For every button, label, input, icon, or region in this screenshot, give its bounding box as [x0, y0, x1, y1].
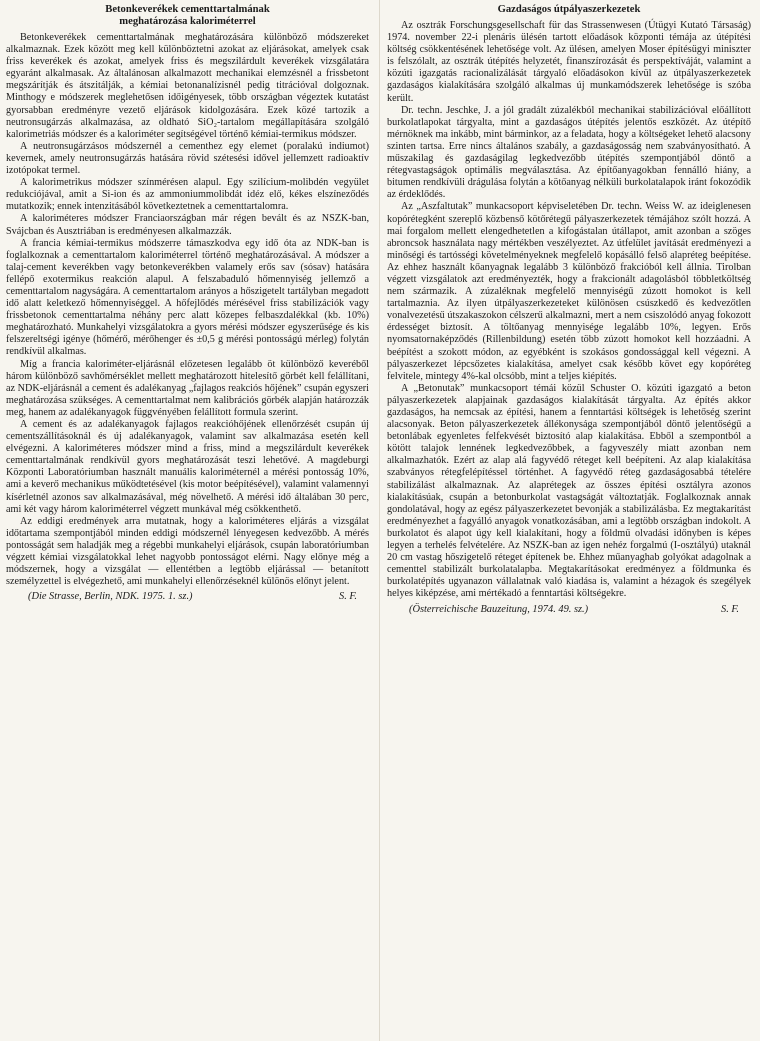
paragraph: A neutronsugárzásos módszernél a cementhez egy elemet (poralakú indiumot) kevernek, amely neutronsugárzás hatására rövid szétesési idővel jellemzett radioaktív izotópokat termel.	[6, 140, 369, 177]
paragraph: Dr. techn. Jeschke, J. a jól gradált zúzalékból mechanikai stabilizációval előállított burkolatlapokat tárgyalta, mint a gazdaságos útépítés jelentős eszközét. Az útépítő mérnöknek ma inkább, mint bárminkor, az a feladata, hogy a költségeket lehető alacsony szinten tartsa. Erre nincs általános szabály, a gazdaságosság nem szabványosítható. A műszakilag és gazdaságilag legkedvezőbb útépítés szempontjából döntő a rétegvastagságok optimális megválasztása. Az építőanyagokban fennálló hiány, a bitumen rendkívüli drágulása folytán a kötőanyag nélküli burkolatalapok iránt fokozódik az érdeklődés.	[387, 104, 751, 201]
source-citation: (Österreichische Bauzeitung, 1974. 49. sz.)	[409, 603, 589, 615]
column-divider	[379, 0, 380, 1041]
article-footer	[6, 591, 369, 603]
article-cement-content	[6, 4, 378, 1041]
article-footer	[387, 604, 751, 616]
paragraph: A cement és az adalékanyagok fajlagos reakcióhőjének ellenőrzését csupán új cementszállításoknál és új adalékanyagok, valamint sav alkalmazása esetén kell elvégezni. A kaloriméteres módszer mind a friss, mind a megszilárdult keverékek cementtartalmának rendkívül gyors meghatározását teszi lehetővé. A magdeburgi Központi Laboratóriumban használt manuális kaloriméternél a mérési pontosság 10%, ami a keverő mechanikus működtetésével (kis motor beépítésével), valamint valamennyi kísérletnél azonos sav alkalmazásával, még növelhető. A mérési idő általában 30 perc, ami két vagy három kaloriméterrel végzett munkával még csökkenthető.	[6, 419, 369, 515]
paragraph: A francia kémiai-termikus módszerre támaszkodva egy idő óta az NDK-ban is foglalkoznak a cementtartalom kaloriméterrel történő meghatározásával. A módszer a talaj-cement keverékben vagy betonkeverékben valamely erős sav (sósav) hatására fellépő exotermikus reakción alapul. A felszabaduló hőmennyiség jellemző a cementtartalom nagyságára. A cementtartalom arányos a hőszigetelt tartályban megadott idő alatt keletkező hőmennyiséggel. A hőfejlődés mérésével friss stabilizációk vagy frissbetonok cementtartalma néhány perc alatt közepes felbaszdalékkal (kb. 10%) meghatározható. Munkahelyi vizsgálatokra a gyors mérési módszer egyszerűsége és kis felszereltségi igénye (hőmérő, mérőhenger és ±0,5 g mérési pontosságú mérleg) folytán rendkívül alkalmas.	[6, 237, 369, 358]
source-citation: (Die Strasse, Berlin, NDK. 1975. 1. sz.)	[28, 591, 193, 603]
author-signature: S. F.	[339, 591, 357, 603]
article-road-structures	[378, 4, 751, 1041]
author-signature: S. F.	[721, 603, 739, 615]
paragraph: A kaloriméteres módszer Franciaországban már régen bevált és az NSZK-ban, Svájcban és Ausztriában is eredményesen alkalmazzák.	[6, 213, 369, 237]
paragraph: Az „Aszfaltutak” munkacsoport képviseletében Dr. techn. Weiss W. az ideiglenesen kopórétegként szereplő közbenső kötőrétegű pályaszerkezetek témájához szólt hozzá. A mai forgalom mellett elengedhetetlen a kifogástalan útállapot, amit azonban a szöges abroncsok használata nagy mértékben veszélyeztet. Az útfelület javítását eredményezi a minőségi és tartósségi követelményeknek megfelelő kopásálló felső alapréteg beépítése. Az ehhez használt kőanyagnak legalább 3 különböző frakcióból kell állnia. Tirolban végzett vizsgálatok azt eredményezték, hogy a frakcionált adagolásból többletköltség nem származik. A zúzaléknak megfelelő mennyiségű zúzott homokot is kell tartalmaznia. Az ilyen útpályaszerkezeteket különösen csúszkedő és kedvezőtlen vonalvezetésű útszakaszokon célszerű alkalmazni, mert a nem csiszolódó anyag fokozott érdességet biztosít. A töltőanyag mennyisége legalább 10%, legyen. Erős nyomsatornaképződés (Rillenbildung) esetén több zúzott homokot kell hozzáadni. A beépítést a szokott módon, az egyébként is szokásos gondossággal kell végezni. A pályaszerkezet lépcsőzetes kialakítása, amelyet csak később követ egy kopóréteg felvitele, mintegy 4%-kal olcsóbb, mint a teljes kiépítés.	[387, 201, 751, 382]
paragraph: A kalorimetrikus módszer színmérésen alapul. Egy szilícium-molibdén vegyület redukciójával, amit a Si-ion és az ammoniummolibdát idéz elő, kékes elszíneződés mutatkozik; ennek intenzitásából következtetnek a cementtartalomra.	[6, 177, 369, 213]
article-title	[6, 4, 369, 28]
paragraph: Az eddigi eredmények arra mutatnak, hogy a kaloriméteres eljárás a vizsgálat időtartama szempontjából minden eddigi módszernél lényegesen kedvezőbb. A mérés pontosságát sem haladják meg a régebbi munkahelyi eljárások, csupán laboratóriumban végzett kémiai vizsgálatokkal lehet nagyobb pontosságot elérni. Nagy előnye még a módszernek, hogy a vizsgálat — ellentétben a legtöbb eljárással — betanított személyzettel is elvégezhető, ami munkahelyi ellenőrzéseknél különös előnyt jelent.	[6, 515, 369, 588]
paragraph: Betonkeverékek cementtartalmának meghatározására különböző módszereket alkalmaznak. Ezek között meg kell különböztetni azokat az eljárásokat, amelyek csak friss keverékek és azokat, amelyek friss és megszilárdult keverékek vizsgálatára egyaránt alkalmasak. Az általánosan alkalmazott mechanikai elemzésnél a frissbetont megszárítják és átszitálják, a kémiai betonanalízisnél pedig titrációval dolgoznak. Minthogy e módszerek meglehetősen időigényesek, több országban végeztek kutatást gyorsabban eredményre vezető eljárások kidolgozására. Ezek közé tartozik a neutronsugárzás alkalmazása, az oldható SiO₂-tartalom megállapítására szolgáló kalorimetriás módszer és a kaloriméter segítségével történő kémiai-termikus módszer.	[6, 32, 369, 140]
title-line: meghatározása kaloriméterrel	[119, 16, 256, 27]
paragraph: A „Betonutak” munkacsoport témái közül Schuster O. közúti igazgató a beton pályaszerkezetek alapjainak gazdaságos kialakítását tárgyalta. Az építés akkor gazdaságos, ha nemcsak az építési, hanem a fenntartási költségek is lehetőség szerint alacsonyak. Beton pályaszerkezetek állékonysága szempontjából döntő jelentőségű a betonlábak egyenletes felfekvését biztosító alap kialakítása. Ebből a szempontból a kötött talajok lennének legkedvezőbbek, a fagyveszély miatt azonban nem alkalmazhatók. Ezért az alap alá fagyvédő réteget kell beépíteni. Az alap kialakítása szabványos rétegfelépítéssel történhet. A fagyvédő réteg gazdaságosabbá tételére stabilizálást alkalmaznak. Az alaprétegek az összes építési osztályra azonos kialakításúak, csupán a betonburkolat vastagságát változtatják. Foglalkoznak annak gondolatával, hogy az egész pályaszerkezetet bevonják a stabilizálásba. Ez megtakarítást eredményezhet a fagyálló anyagok vonatkozásában, ami a legtöbb országban indokolt. A burkolatot és alapot úgy kell kialakítani, hogy a földmű olvadási időnyben is képes legyen a terhelés felvételére. Az NSZK-ban az igen nehéz forgalmú (I-osztályú) utaknál 20 cm vastag hőszigetelő réteget építenek be. Ehhez műanyaghab golyókat adagolnak a cementtel stabilizált burkolatalapba. Megtakarításokat eredményez a földmunka és burkolatépítés ugyanazon vállalatnak való kiadása is, valamint a hézagok és szegélyek helyes kiképzése, ami mértékadó a fenntartási költségekre.	[387, 382, 751, 600]
title-line: Gazdaságos útpályaszerkezetek	[497, 4, 641, 15]
article-title	[387, 4, 751, 16]
paragraph: Míg a francia kaloriméter-eljárásnál előzetesen legalább öt különböző keveréből három különböző savhőmérséklet mellett meghatározott hitelesítő görbét kell felállítani, az NDK-eljárásnál a cement és adalékanyag „fajlagos reakciós hőjének” csupán egyszeri meghatározása szükséges. A cementtartalmat nem kalibrációs görbék alapján határozzák meg, hanem az adalékanyagok függvényében felállított formula szerint.	[6, 358, 369, 418]
paragraph: Az osztrák Forschungsgesellschaft für das Strassenwesen (Útügyi Kutató Társaság) 1974. november 22-i plenáris ülésén tartott előadások központi témája az útépítési költség csökkentésének lehetősége volt. Az ülésen, amelyen Moser építésügyi miniszter is felszólalt, az osztrák útépítés helyzetét, finanszírozását és perspektíváját, valamint a közúti igazgatás racionalizálását tárgyaló előadásokon kívül az útpályaszerkezetek gazdaságos kialakítására szolgáló alkalmas új munkamódszerek lehetősége is szóba került.	[387, 20, 751, 104]
title-line: Betonkeverékek cementtartalmának	[105, 4, 270, 15]
